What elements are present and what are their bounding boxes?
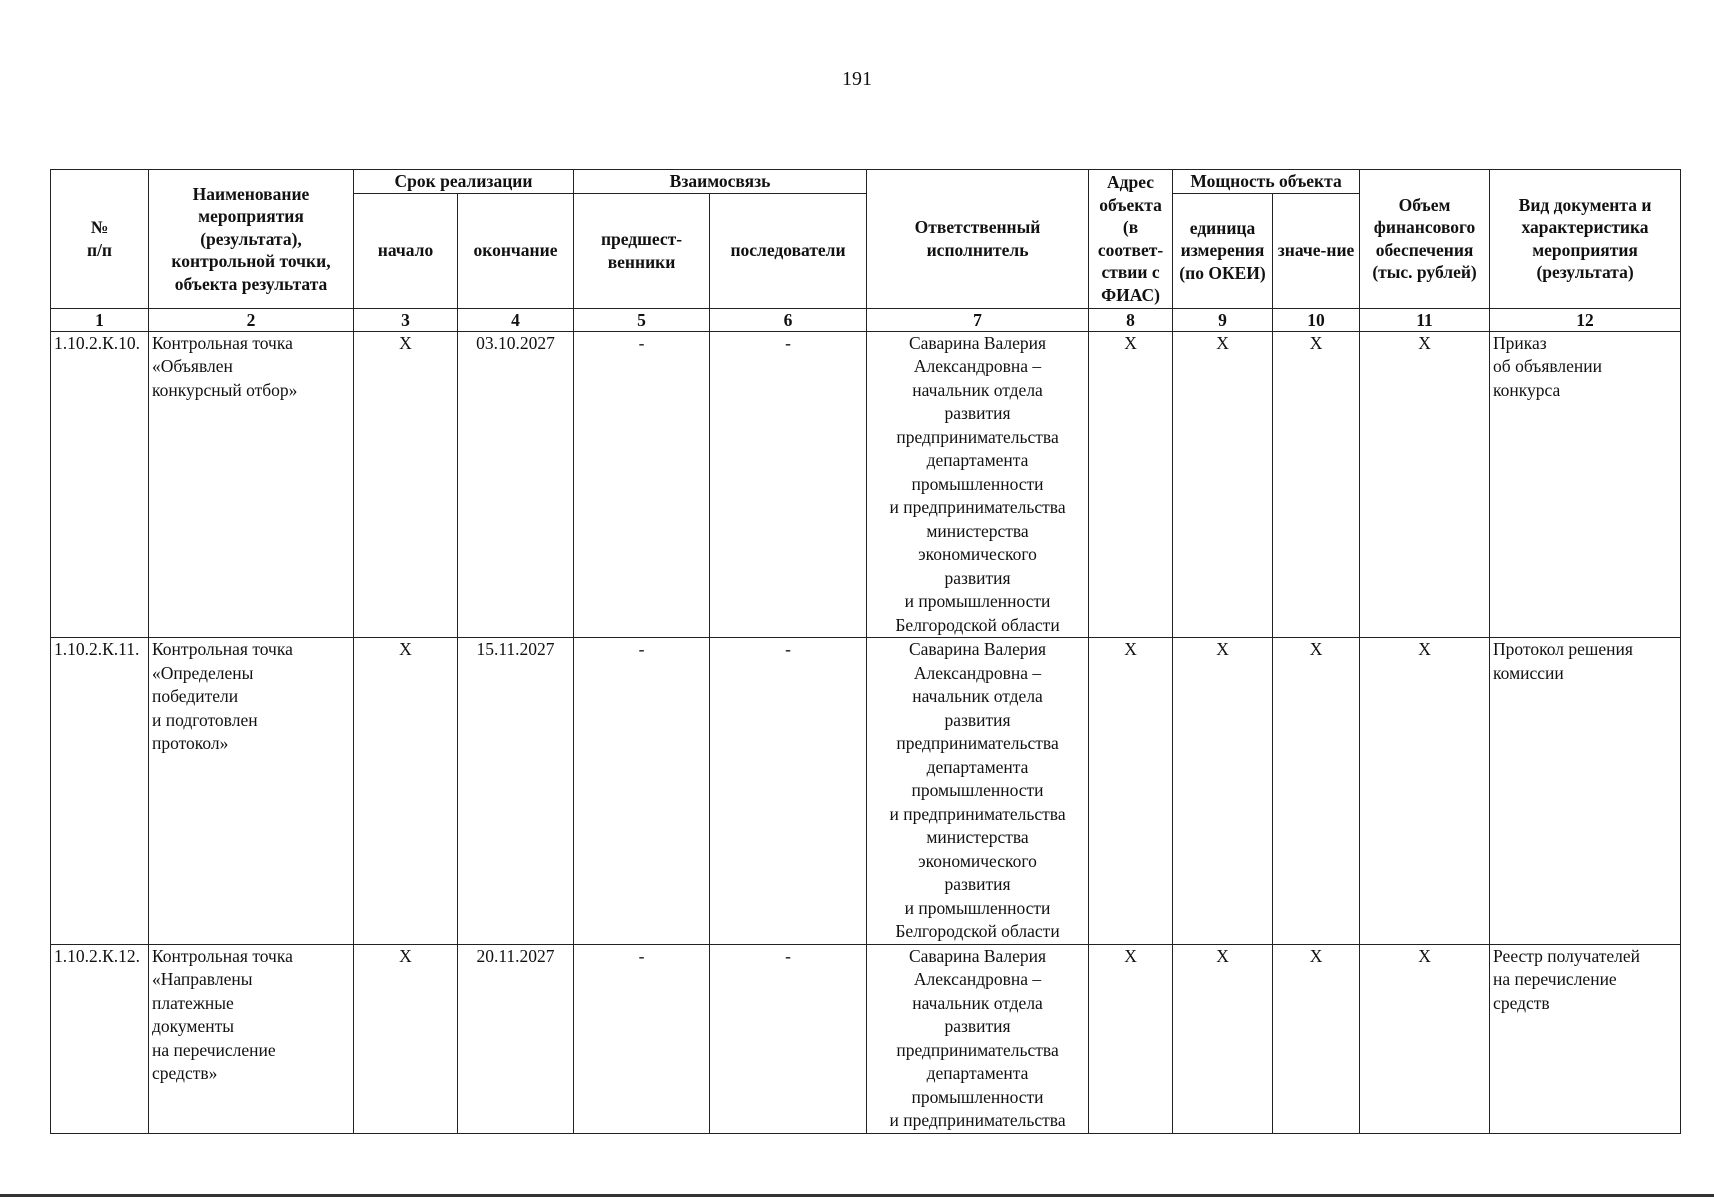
header-row-1	[51, 170, 1681, 194]
plan-table	[50, 169, 1681, 1134]
row-financing: Х	[1360, 638, 1490, 945]
column-number: 1	[51, 308, 149, 331]
row-predecessors: -	[574, 944, 710, 1133]
row-name: Контрольная точка «Определены победители и подготовлен протокол»	[149, 638, 354, 945]
table-row	[51, 331, 1681, 638]
row-value: Х	[1273, 638, 1360, 945]
row-number: 1.10.2.К.10.	[51, 331, 149, 638]
column-number-row	[51, 308, 1681, 331]
header-power: Мощность объекта	[1173, 170, 1360, 194]
row-start: Х	[354, 331, 458, 638]
row-end: 03.10.2027	[458, 331, 574, 638]
row-address: Х	[1089, 638, 1173, 945]
column-number: 6	[710, 308, 867, 331]
row-number: 1.10.2.К.12.	[51, 944, 149, 1133]
row-executor: Саварина Валерия Александровна – начальник отдела развития предпринимательства департамента промышленности и предпринимательства министерства экономического развития и промышленности Белгородской области	[867, 331, 1089, 638]
column-number: 10	[1273, 308, 1360, 331]
row-value: Х	[1273, 331, 1360, 638]
table-row	[51, 944, 1681, 1133]
column-number: 7	[867, 308, 1089, 331]
row-successors: -	[710, 944, 867, 1133]
row-executor: Саварина Валерия Александровна – начальник отдела развития предпринимательства департамента промышленности и предпринимательства министерства экономического развития и промышленности Белгородской области	[867, 638, 1089, 945]
column-number: 4	[458, 308, 574, 331]
row-unit: Х	[1173, 944, 1273, 1133]
row-address: Х	[1089, 944, 1173, 1133]
row-start: Х	[354, 944, 458, 1133]
header-end: окончание	[458, 193, 574, 308]
row-name: Контрольная точка «Объявлен конкурсный отбор»	[149, 331, 354, 638]
row-predecessors: -	[574, 638, 710, 945]
header-addr: Адрес объекта (в соответ-ствии с ФИАС)	[1089, 170, 1173, 309]
row-document: Приказ об объявлении конкурса	[1490, 331, 1681, 638]
row-successors: -	[710, 638, 867, 945]
row-financing: Х	[1360, 944, 1490, 1133]
row-executor: Саварина Валерия Александровна – начальник отдела развития предпринимательства департамента промышленности и предпринимательства	[867, 944, 1089, 1133]
header-succ: последователи	[710, 193, 867, 308]
row-number: 1.10.2.К.11.	[51, 638, 149, 945]
column-number: 12	[1490, 308, 1681, 331]
row-predecessors: -	[574, 331, 710, 638]
table-row	[51, 638, 1681, 945]
row-unit: Х	[1173, 331, 1273, 638]
column-number: 3	[354, 308, 458, 331]
header-exec: Ответственный исполнитель	[867, 170, 1089, 309]
header-term: Срок реализации	[354, 170, 574, 194]
header-pred: предшест-венники	[574, 193, 710, 308]
page-bottom-edge	[0, 1194, 1714, 1197]
header-start: начало	[354, 193, 458, 308]
row-value: Х	[1273, 944, 1360, 1133]
row-end: 20.11.2027	[458, 944, 574, 1133]
header-name: Наименование мероприятия (результата), контрольной точки, объекта результата	[149, 170, 354, 309]
row-end: 15.11.2027	[458, 638, 574, 945]
column-number: 2	[149, 308, 354, 331]
row-unit: Х	[1173, 638, 1273, 945]
row-start: Х	[354, 638, 458, 945]
column-number: 8	[1089, 308, 1173, 331]
header-unit: единица измерения (по ОКЕИ)	[1173, 193, 1273, 308]
column-number: 11	[1360, 308, 1490, 331]
row-financing: Х	[1360, 331, 1490, 638]
header-doc: Вид документа и характеристика мероприятия (результата)	[1490, 170, 1681, 309]
header-num: № п/п	[51, 170, 149, 309]
header-value: значе-ние	[1273, 193, 1360, 308]
column-number: 9	[1173, 308, 1273, 331]
row-document: Реестр получателей на перечисление средств	[1490, 944, 1681, 1133]
header-fin: Объем финансового обеспечения (тыс. рублей)	[1360, 170, 1490, 309]
row-successors: -	[710, 331, 867, 638]
row-document: Протокол решения комиссии	[1490, 638, 1681, 945]
row-name: Контрольная точка «Направлены платежные документы на перечисление средств»	[149, 944, 354, 1133]
page-number: 191	[842, 68, 872, 90]
header-link: Взаимосвязь	[574, 170, 867, 194]
row-address: Х	[1089, 331, 1173, 638]
column-number: 5	[574, 308, 710, 331]
